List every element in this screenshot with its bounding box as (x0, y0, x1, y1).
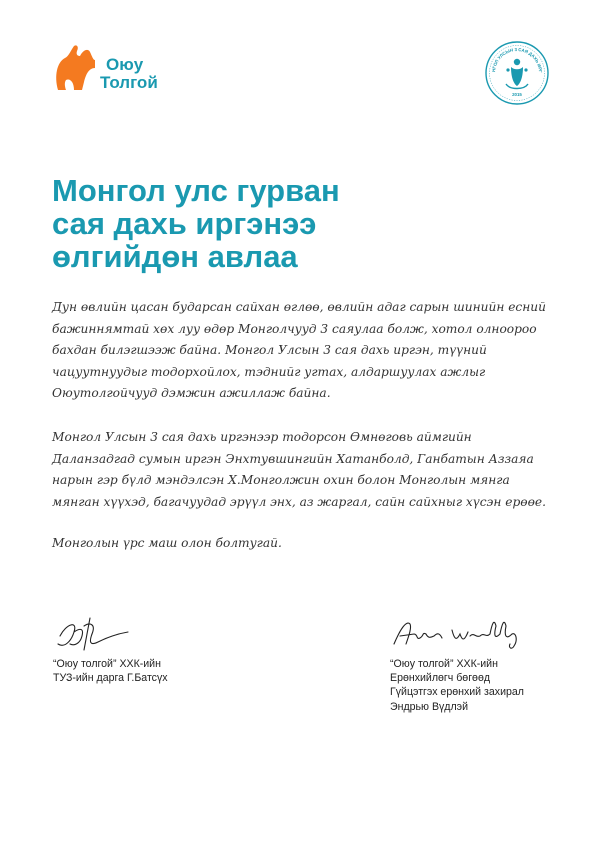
body-text (52, 297, 552, 555)
paragraph-1: Дун өвлийн цасан бударсан сайхан өглөө, өвлийн адаг сарын шинийн есний бажиннямтай хөх луу өдөр Монголчууд 3 саяулаа болж, хотол олноороо бахдан билэгшээж байна. Монгол Улсын 3 сая дахь иргэн, түүний чацуутнуудыг тодорхойлох, тэднийг угтах, алдаршуулах ажлыг Оюутолгойчууд дэмжин ажиллаж байна. (52, 300, 546, 401)
paragraph-3: Монголын үрс маш олон болтугай. (52, 536, 282, 551)
title-line-2: сая дахь иргэнээ (52, 206, 317, 241)
signatory-right-name: Эндрью Вүдлэй (390, 700, 468, 713)
signatory-right-title-2: Гүйцэтгэх ерөнхий захирал (390, 686, 524, 699)
signatory-right-title-1: Ерөнхийлөгч бөгөөд (390, 672, 491, 685)
page-title (52, 174, 472, 273)
paragraph-2: Монгол Улсын 3 сая дахь иргэнээр тодорсон Өмнөговь аймгийн Даланзадгад сумын иргэн Энхтувшингийн Хатанболд, Ганбатын Аззаяа нарын гэр бүлд мэндэлсэн Х.Монголжин охин болон Монголын мянга мянган хүүхэд, багачуудад эрүүл энх, аз жаргал, сайн сайхныг хүсэн ерөөе. (52, 429, 547, 509)
logo-word-tolgoi: Толгой (100, 73, 158, 92)
logo-word-oyu: Оюу (106, 55, 144, 74)
signature-right (390, 610, 530, 658)
oyu-tolgoi-logo (52, 38, 158, 98)
svg-text:МОНГОЛ УЛСЫН 3 САЯ ДАХЬ ИРГЭН (484, 40, 543, 73)
signatory-right (390, 657, 524, 714)
seal-arc-text: НГОЛ УЛСЫН 3 САЯ ДАХЬ ИРГ (490, 46, 544, 73)
seal-year: 2015 (512, 92, 522, 97)
title-line-3: өлгийдөн авлаа (52, 239, 298, 274)
title-line-1: Монгол улс гурван (52, 173, 340, 208)
signatory-right-company: “Оюу толгой” ХХК-ийн (390, 658, 498, 670)
signatory-left (53, 657, 168, 685)
mongolia-3-million-seal-icon (484, 40, 550, 106)
signatory-left-title: ТУЗ-ийн дарга Г.Батсүх (53, 672, 168, 685)
signatory-left-company: “Оюу толгой” ХХК-ийн (53, 658, 161, 670)
signature-left (54, 614, 134, 658)
